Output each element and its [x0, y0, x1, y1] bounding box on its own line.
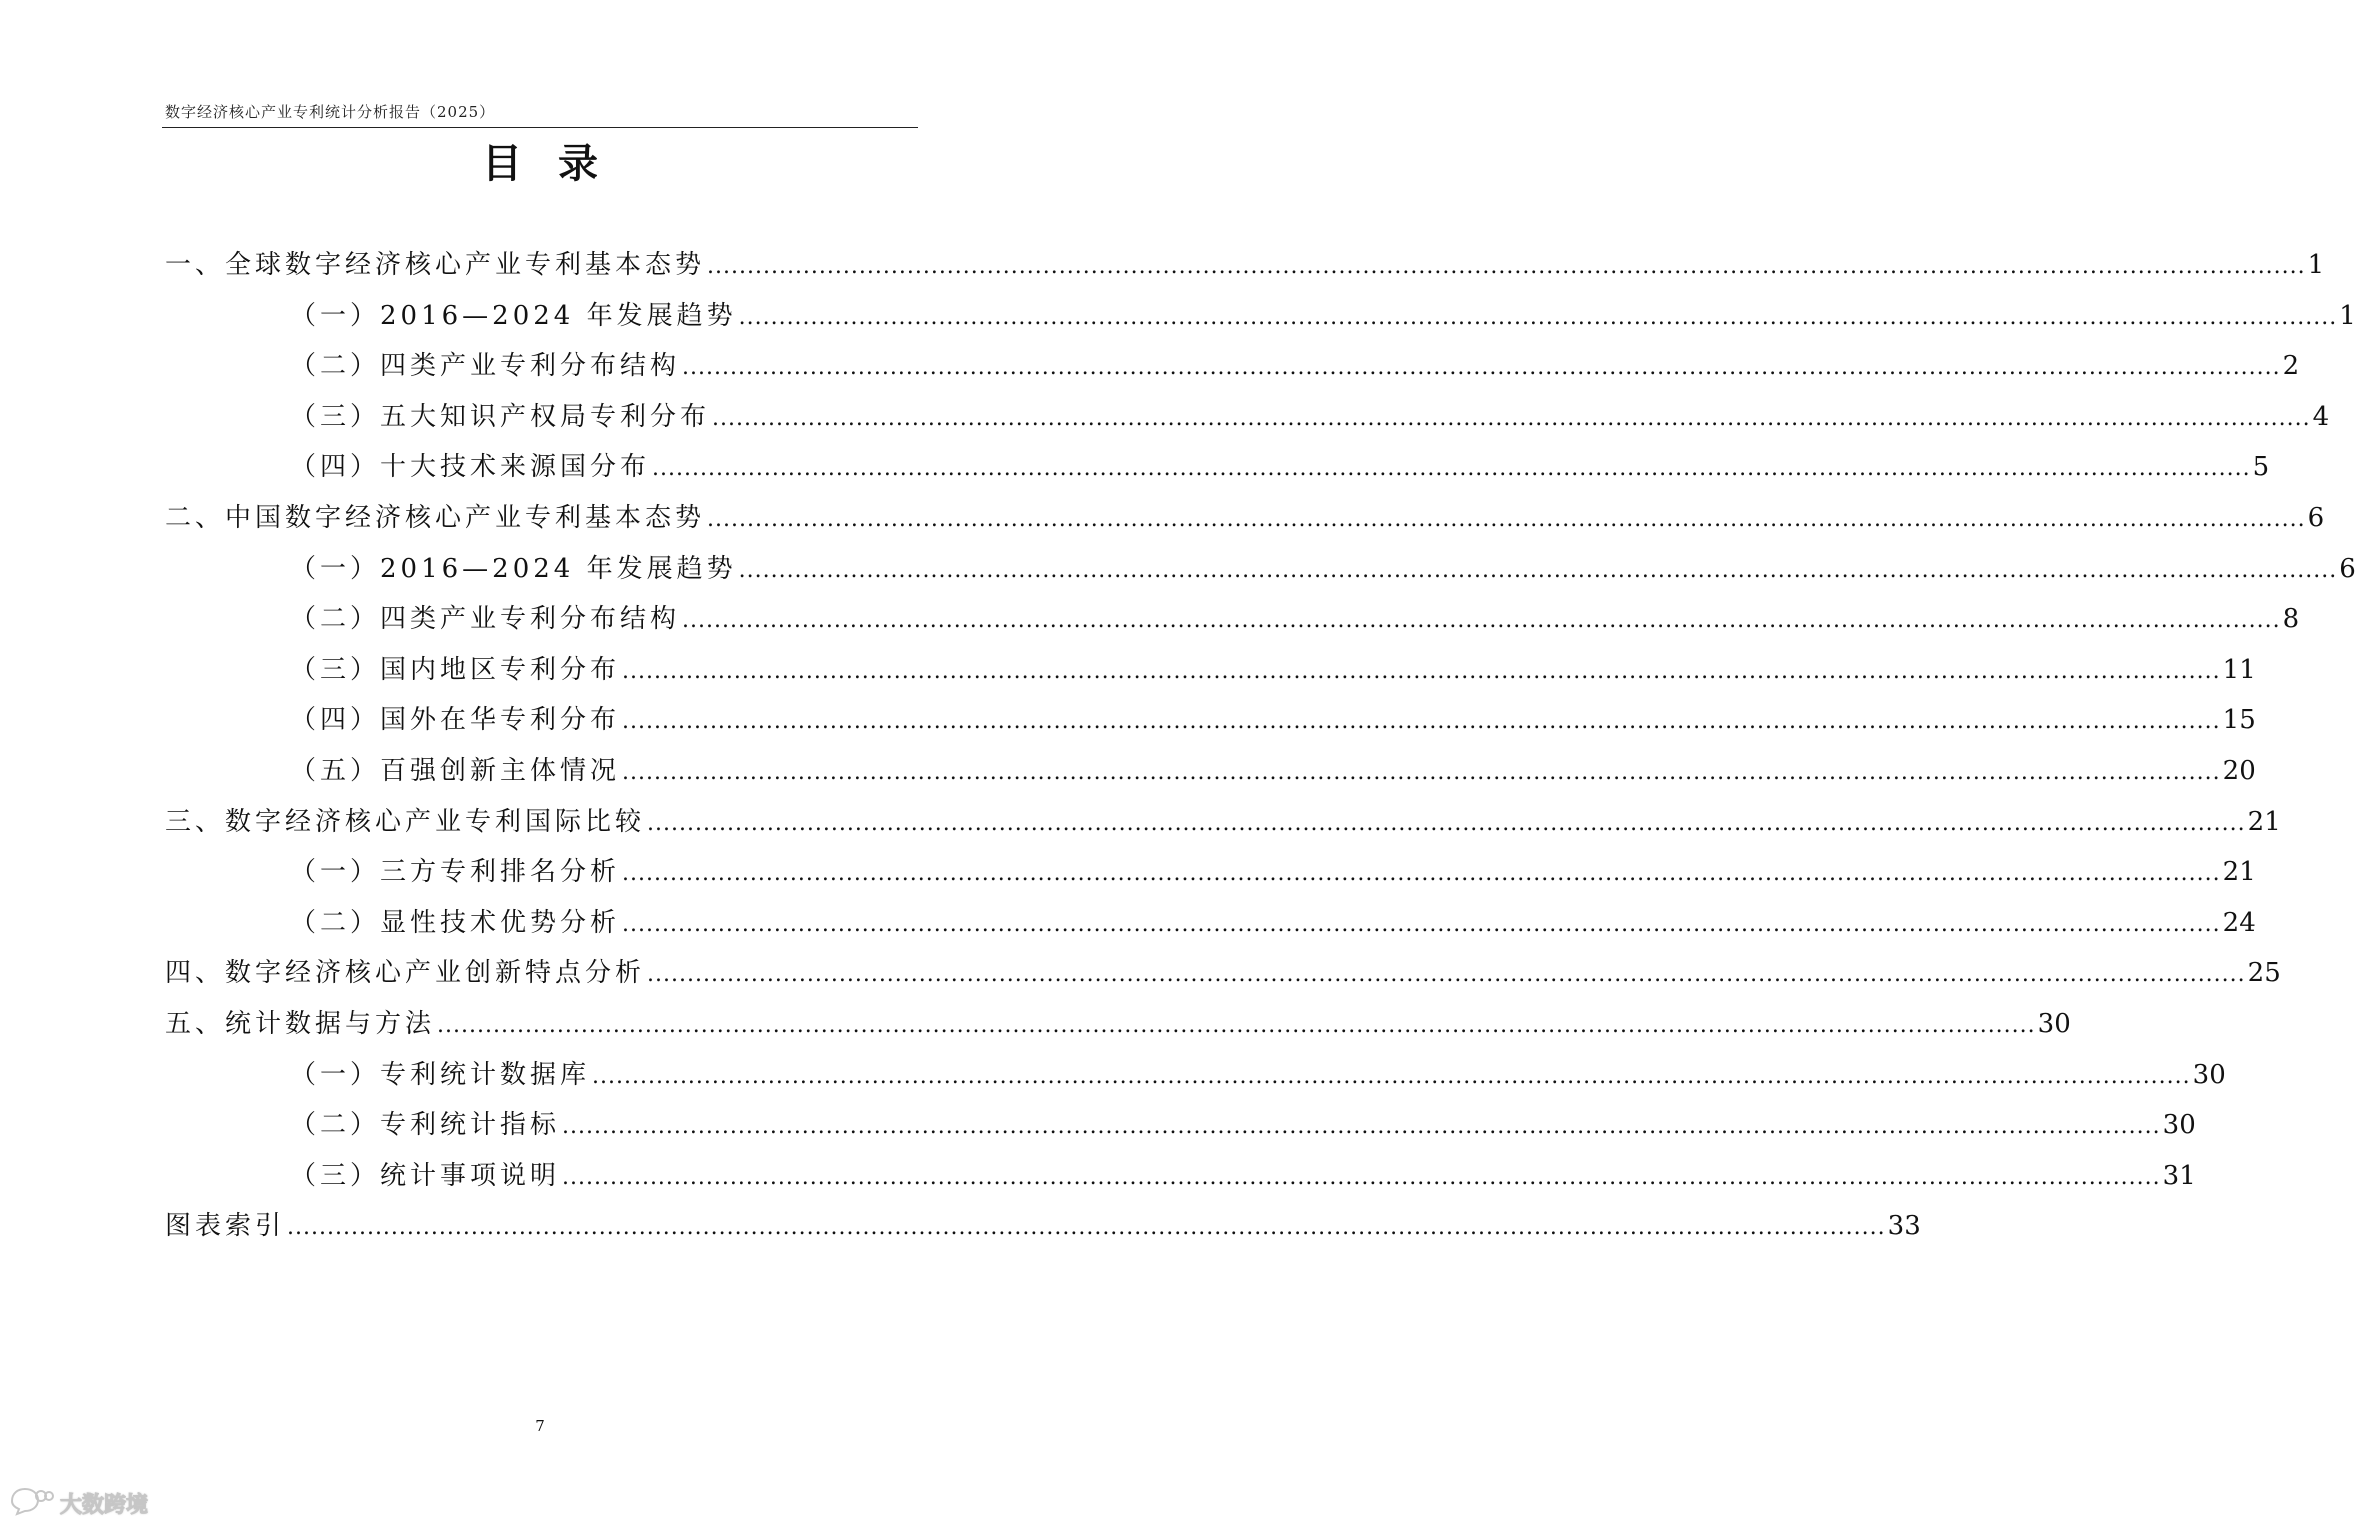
toc-entry[interactable]	[290, 650, 2256, 690]
toc-leader-dots: ........................................................................................................................................................................................................	[622, 659, 2221, 684]
toc-entry-page: 6	[2339, 554, 2356, 584]
toc-entry[interactable]	[290, 700, 2256, 740]
toc-leader-dots: ........................................................................................................................................................................................................	[682, 608, 2281, 633]
toc-entry[interactable]	[165, 802, 2281, 842]
toc-entry[interactable]	[165, 498, 2325, 538]
toc-leader-dots: ........................................................................................................................................................................................................	[592, 1064, 2191, 1089]
toc-leader-dots: ........................................................................................................................................................................................................	[562, 1114, 2161, 1139]
toc-leader-dots: ........................................................................................................................................................................................................	[707, 254, 2306, 279]
toc-entry-label: （二）四类产业专利分布结构	[290, 351, 681, 381]
toc-entry[interactable]	[290, 599, 2300, 639]
toc-entry[interactable]	[290, 397, 2330, 437]
watermark	[8, 1486, 148, 1520]
toc-leader-dots: ........................................................................................................................................................................................................	[682, 355, 2281, 380]
toc-entry-page: 8	[2282, 604, 2300, 634]
toc-entry[interactable]	[165, 953, 2281, 993]
toc-entry-page: 11	[2222, 655, 2256, 685]
toc-entry-label: （一）三方专利排名分析	[290, 857, 621, 887]
toc-leader-dots: ........................................................................................................................................................................................................	[437, 1013, 2036, 1038]
toc-entry-page: 30	[2037, 1009, 2071, 1039]
toc-leader-dots: ........................................................................................................................................................................................................	[647, 962, 2246, 987]
header-divider	[162, 127, 918, 128]
toc-leader-dots: ........................................................................................................................................................................................................	[647, 811, 2246, 836]
toc-entry-label: 图表索引	[165, 1211, 286, 1241]
toc-entry-label: （四）国外在华专利分布	[290, 705, 621, 735]
speech-bubble-logo-icon	[8, 1486, 54, 1520]
toc-entry-label: 五、统计数据与方法	[165, 1009, 436, 1039]
toc-entry-label: （三）统计事项说明	[290, 1161, 561, 1191]
toc-leader-dots: ........................................................................................................................................................................................................	[738, 305, 2338, 330]
toc-entry[interactable]	[290, 903, 2256, 943]
toc-entry[interactable]	[290, 346, 2300, 386]
toc-entry-page: 5	[2252, 452, 2270, 482]
toc-entry[interactable]	[290, 1156, 2196, 1196]
toc-entry-page: 6	[2307, 503, 2325, 533]
toc-entry-label: （二）四类产业专利分布结构	[290, 604, 681, 634]
toc-entry-label: 二、中国数字经济核心产业专利基本态势	[165, 503, 706, 533]
toc-leader-dots: ........................................................................................................................................................................................................	[622, 760, 2221, 785]
page-number: 7	[535, 1417, 545, 1435]
toc-entry-page: 33	[1887, 1211, 1921, 1241]
toc-entry-label: （五）百强创新主体情况	[290, 756, 621, 786]
toc-entry-page: 4	[2312, 402, 2330, 432]
toc-entry[interactable]	[290, 296, 2356, 336]
toc-entry-label: 四、数字经济核心产业创新特点分析	[165, 958, 646, 988]
running-title: 数字经济核心产业专利统计分析报告（2025）	[165, 103, 496, 121]
toc-entry-page: 2	[2282, 351, 2300, 381]
toc-leader-dots: ........................................................................................................................................................................................................	[652, 456, 2251, 481]
toc-leader-dots: ........................................................................................................................................................................................................	[562, 1165, 2161, 1190]
toc-entry-page: 1	[2307, 250, 2325, 280]
toc-leader-dots: ........................................................................................................................................................................................................	[622, 861, 2221, 886]
toc-entry-page: 21	[2247, 807, 2281, 837]
toc-leader-dots: ........................................................................................................................................................................................................	[622, 709, 2221, 734]
toc-entry-page: 30	[2162, 1110, 2196, 1140]
toc-entry-page: 21	[2222, 857, 2256, 887]
toc-entry[interactable]	[290, 1055, 2226, 1095]
toc-entry-label: （三）国内地区专利分布	[290, 655, 621, 685]
toc-entry-label: （一）2016—2024 年发展趋势	[290, 301, 737, 331]
toc-entry[interactable]	[290, 447, 2270, 487]
toc-entry-page: 1	[2339, 301, 2356, 331]
toc-entry-page: 31	[2162, 1161, 2196, 1191]
toc-entry[interactable]	[290, 751, 2256, 791]
watermark-text: 大数跨境	[60, 1492, 149, 1518]
toc-entry-page: 30	[2192, 1060, 2226, 1090]
toc-entry[interactable]	[165, 245, 2325, 285]
toc-leader-dots: ........................................................................................................................................................................................................	[287, 1215, 1886, 1240]
toc-entry[interactable]	[290, 549, 2356, 589]
toc-entry-label: （二）专利统计指标	[290, 1110, 561, 1140]
toc-leader-dots: ........................................................................................................................................................................................................	[738, 558, 2338, 583]
toc-entry-page: 15	[2222, 705, 2256, 735]
toc-entry[interactable]	[165, 1004, 2071, 1044]
toc-leader-dots: ........................................................................................................................................................................................................	[622, 912, 2221, 937]
toc-entry-label: 三、数字经济核心产业专利国际比较	[165, 807, 646, 837]
toc-entry-label: 一、全球数字经济核心产业专利基本态势	[165, 250, 706, 280]
toc-entry-label: （一）专利统计数据库	[290, 1060, 591, 1090]
toc-entry-label: （三）五大知识产权局专利分布	[290, 402, 711, 432]
toc-entry-page: 24	[2222, 908, 2256, 938]
toc-entry-page: 25	[2247, 958, 2281, 988]
toc-leader-dots: ........................................................................................................................................................................................................	[707, 507, 2306, 532]
toc-entry-label: （二）显性技术优势分析	[290, 908, 621, 938]
toc-entry[interactable]	[165, 1206, 1921, 1246]
toc-entry-label: （一）2016—2024 年发展趋势	[290, 554, 737, 584]
page-title: 目录	[482, 140, 634, 187]
toc-entry[interactable]	[290, 1105, 2196, 1145]
toc-leader-dots: ........................................................................................................................................................................................................	[712, 406, 2311, 431]
toc-entry-label: （四）十大技术来源国分布	[290, 452, 651, 482]
toc-entry[interactable]	[290, 852, 2256, 892]
toc-entry-page: 20	[2222, 756, 2256, 786]
